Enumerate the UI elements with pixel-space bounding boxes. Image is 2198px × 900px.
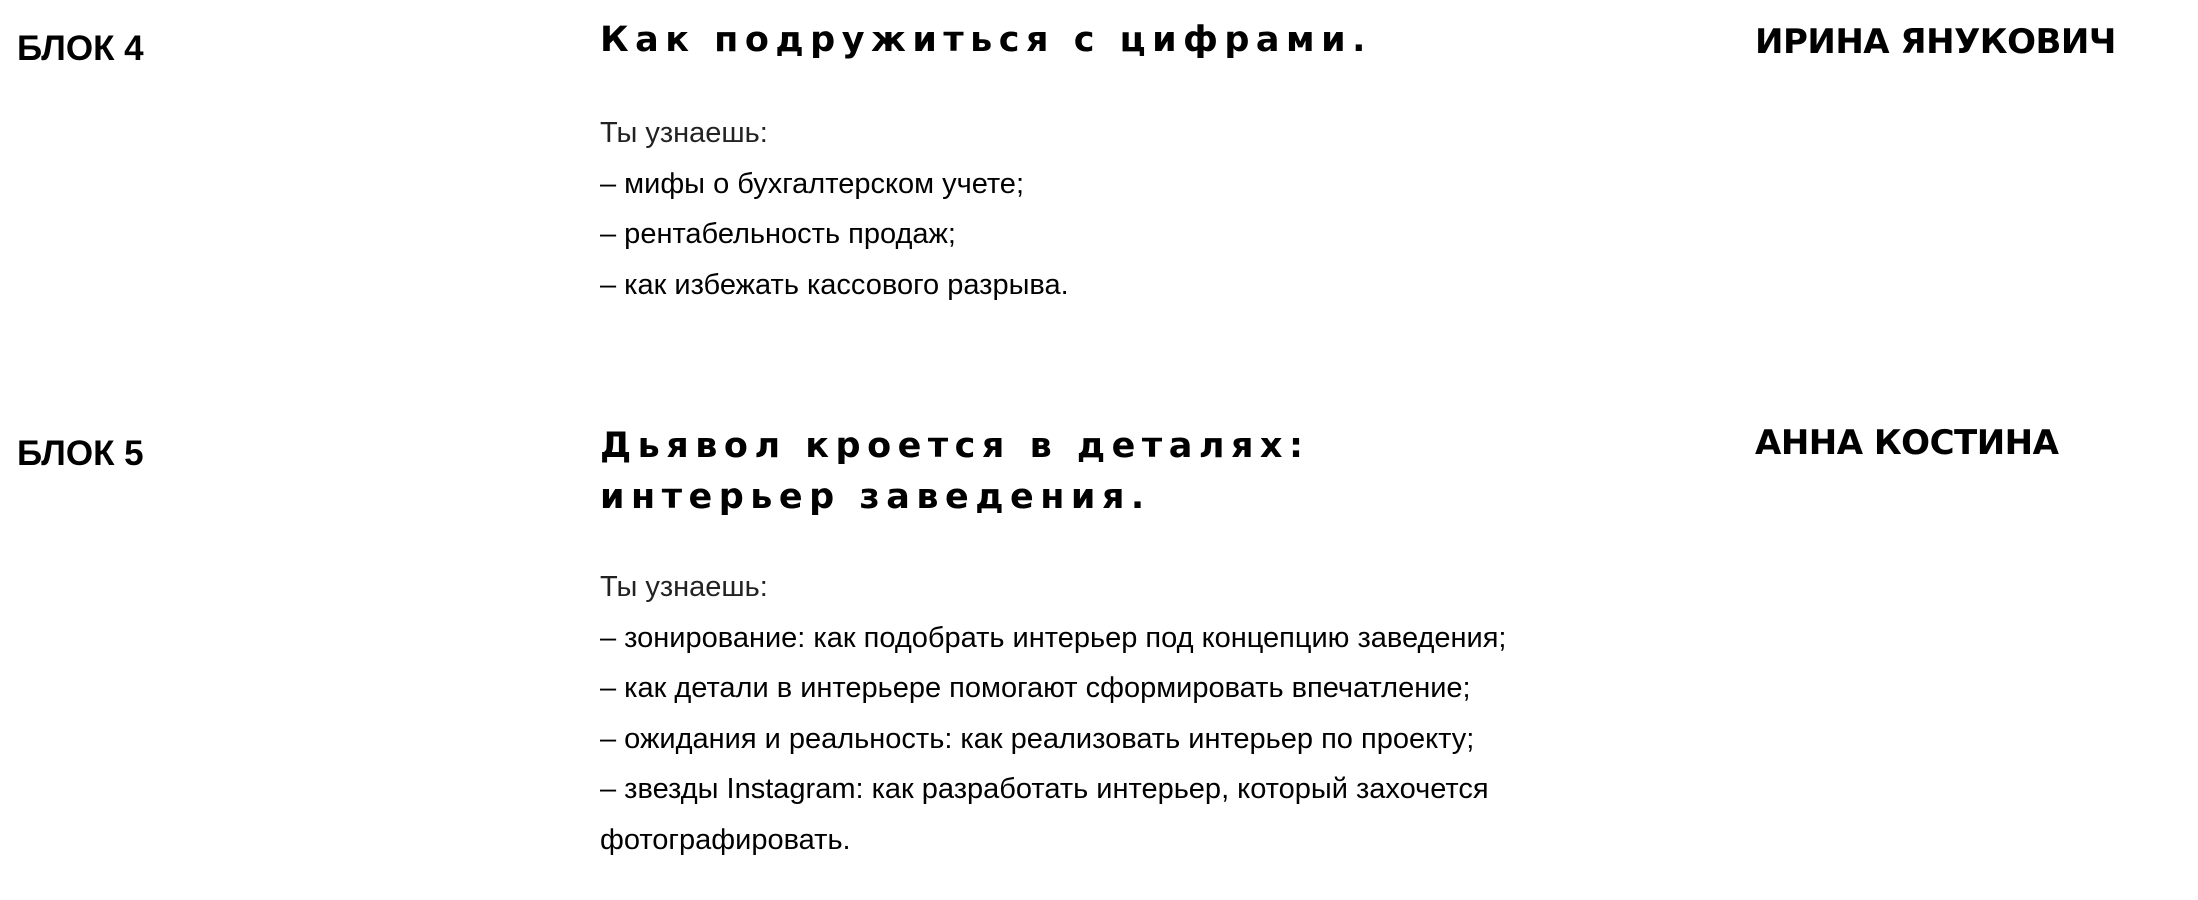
learn-intro: Ты узнаешь: [600,117,768,149]
learn-list-item: – рентабельность продаж; [600,218,956,250]
learn-list-item: – ожидания и реальность: как реализовать интерьер по проекту; [600,722,1475,755]
speaker-name: АННА КОСТИНА [1755,423,2059,463]
block-number-label: БЛОК 5 [17,434,144,473]
learn-list [600,159,1600,311]
learn-list-item: – как избежать кассового разрыва. [600,268,1069,301]
learn-intro: Ты узнаешь: [600,571,768,603]
block-title: Как подружиться с цифрами. [600,20,1372,60]
learn-list-item: – зонирование: как подобрать интерьер под концепцию заведения; [600,621,1507,654]
learn-list-item: – как детали в интерьере помогают сформировать впечатление; [600,672,1471,704]
learn-list-item: – мифы о бухгалтерском учете; [600,167,1024,200]
block-title: Дьявол кроется в деталях: интерьер заведения. [600,426,1310,517]
learn-list-item: – звезды Instagram: как разработать интерьер, который захочется фотографировать. [600,773,1489,856]
learn-section [600,108,1600,310]
block-number-label: БЛОК 4 [17,29,144,68]
learn-section [600,562,1600,865]
speaker-name: ИРИНА ЯНУКОВИЧ [1755,22,2116,62]
learn-list [600,613,1600,866]
